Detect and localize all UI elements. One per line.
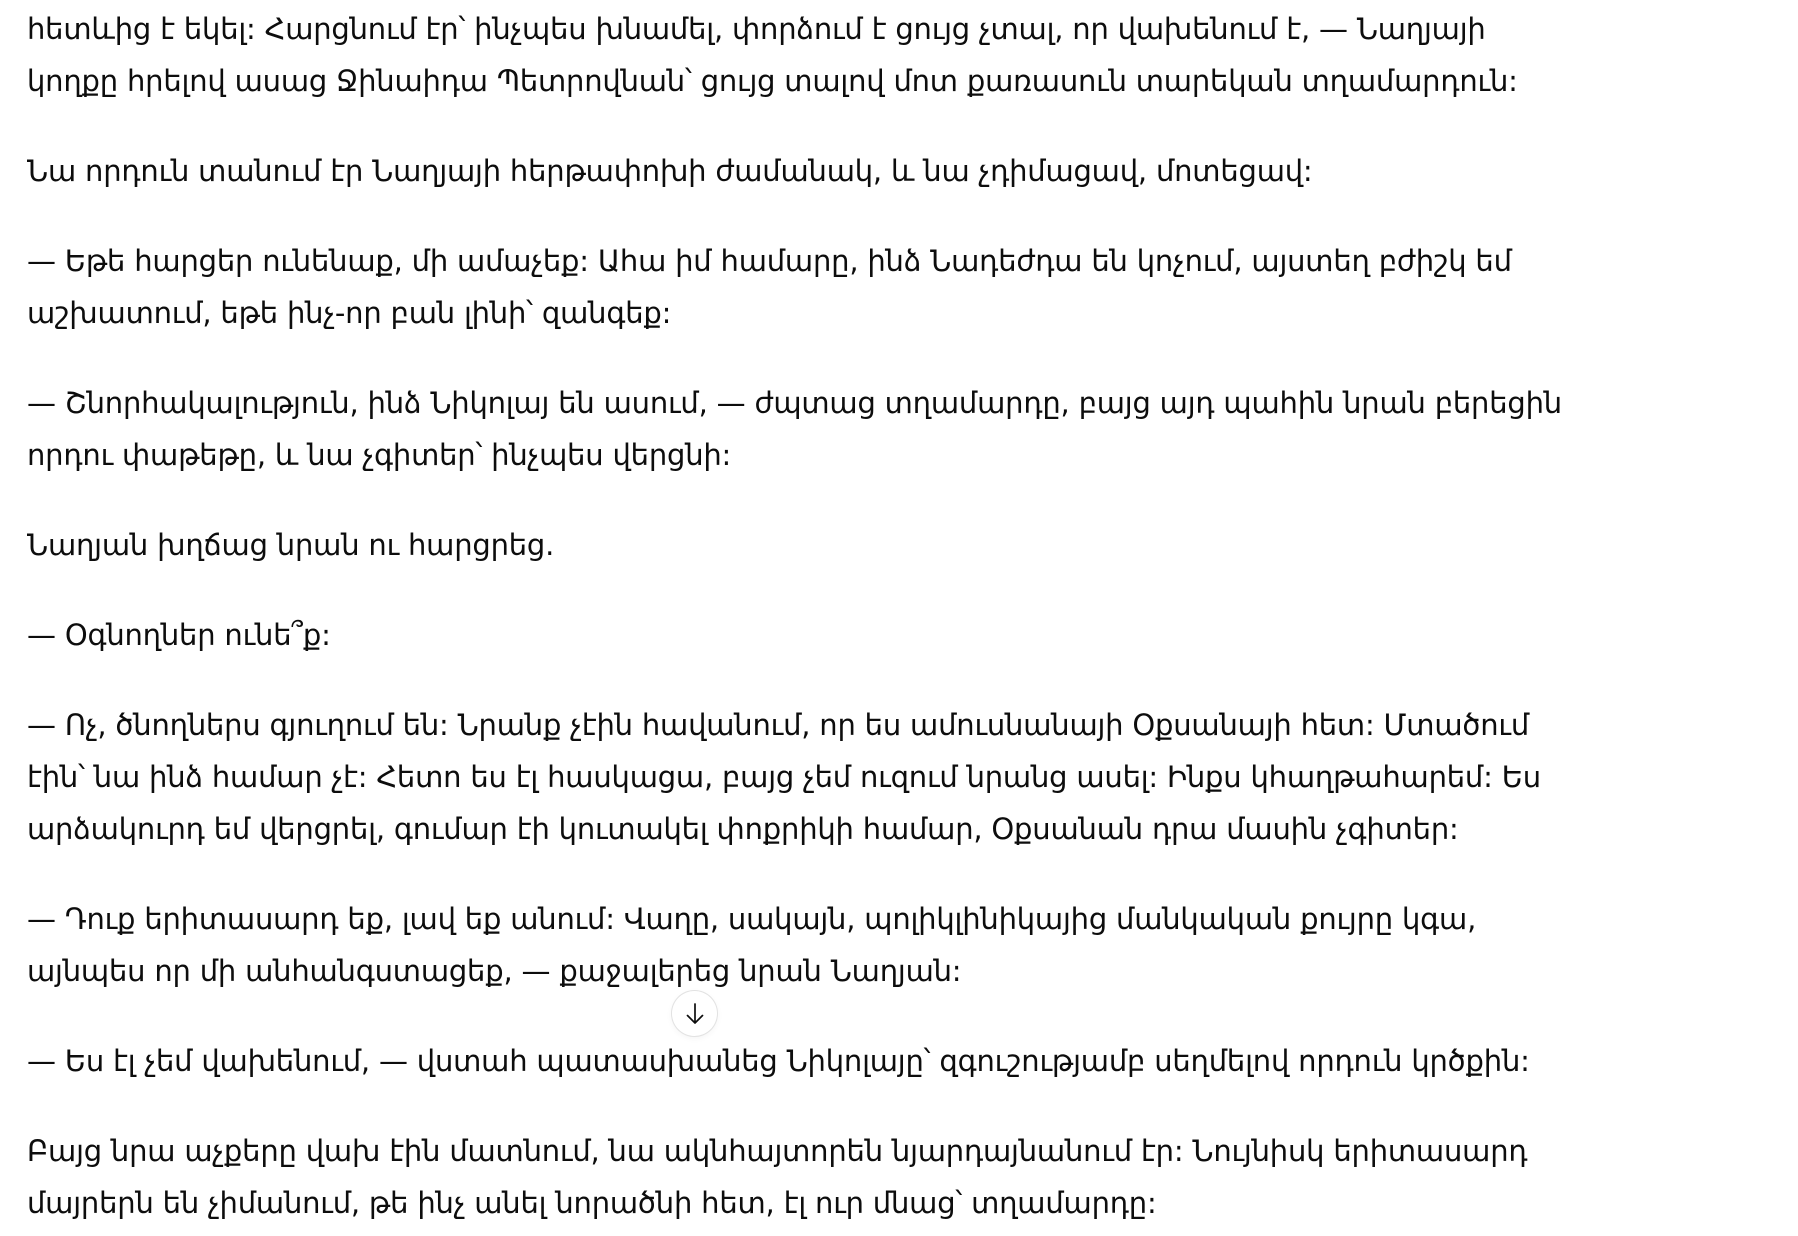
text-line: — Շնորհակալություն, ինձ Նիկոլայ են ասում, — ժպտաց տղամարդը, բայց այդ պահին նրան բերեցին	[27, 386, 1562, 420]
text-line: որդու փաթեթը, և նա չգիտեր՝ ինչպես վերցնի:	[27, 438, 732, 472]
text-line: Նաղյան խղճաց նրան ու հարցրեց.	[27, 528, 555, 562]
text-line: — Օգնողներ ունե՞ք:	[27, 618, 331, 652]
paragraph	[27, 1125, 1758, 1229]
paragraph	[27, 377, 1758, 481]
text-line: — Ոչ, ծնողներս գյուղում են: Նրանք չէին հավանում, որ ես ամուսնանայի Օքսանայի հետ: Մտածում	[27, 708, 1530, 742]
text-line: հետևից է եկել: Հարցնում էր՝ ինչպես խնամել, փորձում է ցույց չտալ, որ վախենում է, — Նաղյայի	[27, 12, 1486, 46]
text-line: — Ես էլ չեմ վախենում, — վստահ պատասխանեց Նիկոլայը՝ զգուշությամբ սեղմելով որդուն կրծքին:	[27, 1044, 1530, 1078]
text-line: Նա որդուն տանում էր Նաղյայի հերթափոխի ժամանակ, և նա չդիմացավ, մոտեցավ:	[27, 154, 1313, 188]
text-line: աշխատում, եթե ինչ-որ բան լինի՝ զանգեք:	[27, 296, 672, 330]
paragraph	[27, 519, 1758, 571]
story-text	[27, 3, 1758, 1236]
paragraph	[27, 1035, 1758, 1087]
text-line: այնպես որ մի անհանգստացեք, — քաջալերեց նրան Նաղյան:	[27, 954, 962, 988]
paragraph	[27, 893, 1758, 997]
paragraph	[27, 609, 1758, 661]
text-line: կողքը հրելով ասաց Ջինաիդա Պետրովնան՝ ցույց տալով մոտ քառասուն տարեկան տղամարդուն:	[27, 64, 1518, 98]
text-line: — Դուք երիտասարդ եք, լավ եք անում: Վաղը, սակայն, պոլիկլինիկայից մանկական քույրը կգա,	[27, 902, 1477, 936]
scroll-to-bottom-button[interactable]	[671, 990, 718, 1037]
text-line: — Եթե հարցեր ունենաք, մի ամաչեք: Ահա իմ համարը, ինձ Նադեժդա են կոչում, այստեղ բժիշկ եմ	[27, 244, 1512, 278]
paragraph	[27, 699, 1758, 855]
text-line: մայրերն են չիմանում, թե ինչ անել նորածնի հետ, էլ ուր մնաց՝ տղամարդը:	[27, 1186, 1157, 1220]
text-line: Բայց նրա աչքերը վախ էին մատնում, նա ակնհայտորեն նյարդայնանում էր: Նույնիսկ երիտասարդ	[27, 1134, 1528, 1168]
text-line: էին՝ նա ինձ համար չէ: Հետո ես էլ հասկացա, բայց չեմ ուզում նրանց ասել: Ինքս կհաղթահարեմ: Ես	[27, 760, 1541, 794]
arrow-down-icon	[684, 1002, 706, 1026]
paragraph	[27, 235, 1758, 339]
paragraph	[27, 145, 1758, 197]
text-line: արձակուրդ եմ վերցրել, գումար էի կուտակել փոքրիկի համար, Օքսանան դրա մասին չգիտեր:	[27, 812, 1459, 846]
paragraph	[27, 3, 1758, 107]
